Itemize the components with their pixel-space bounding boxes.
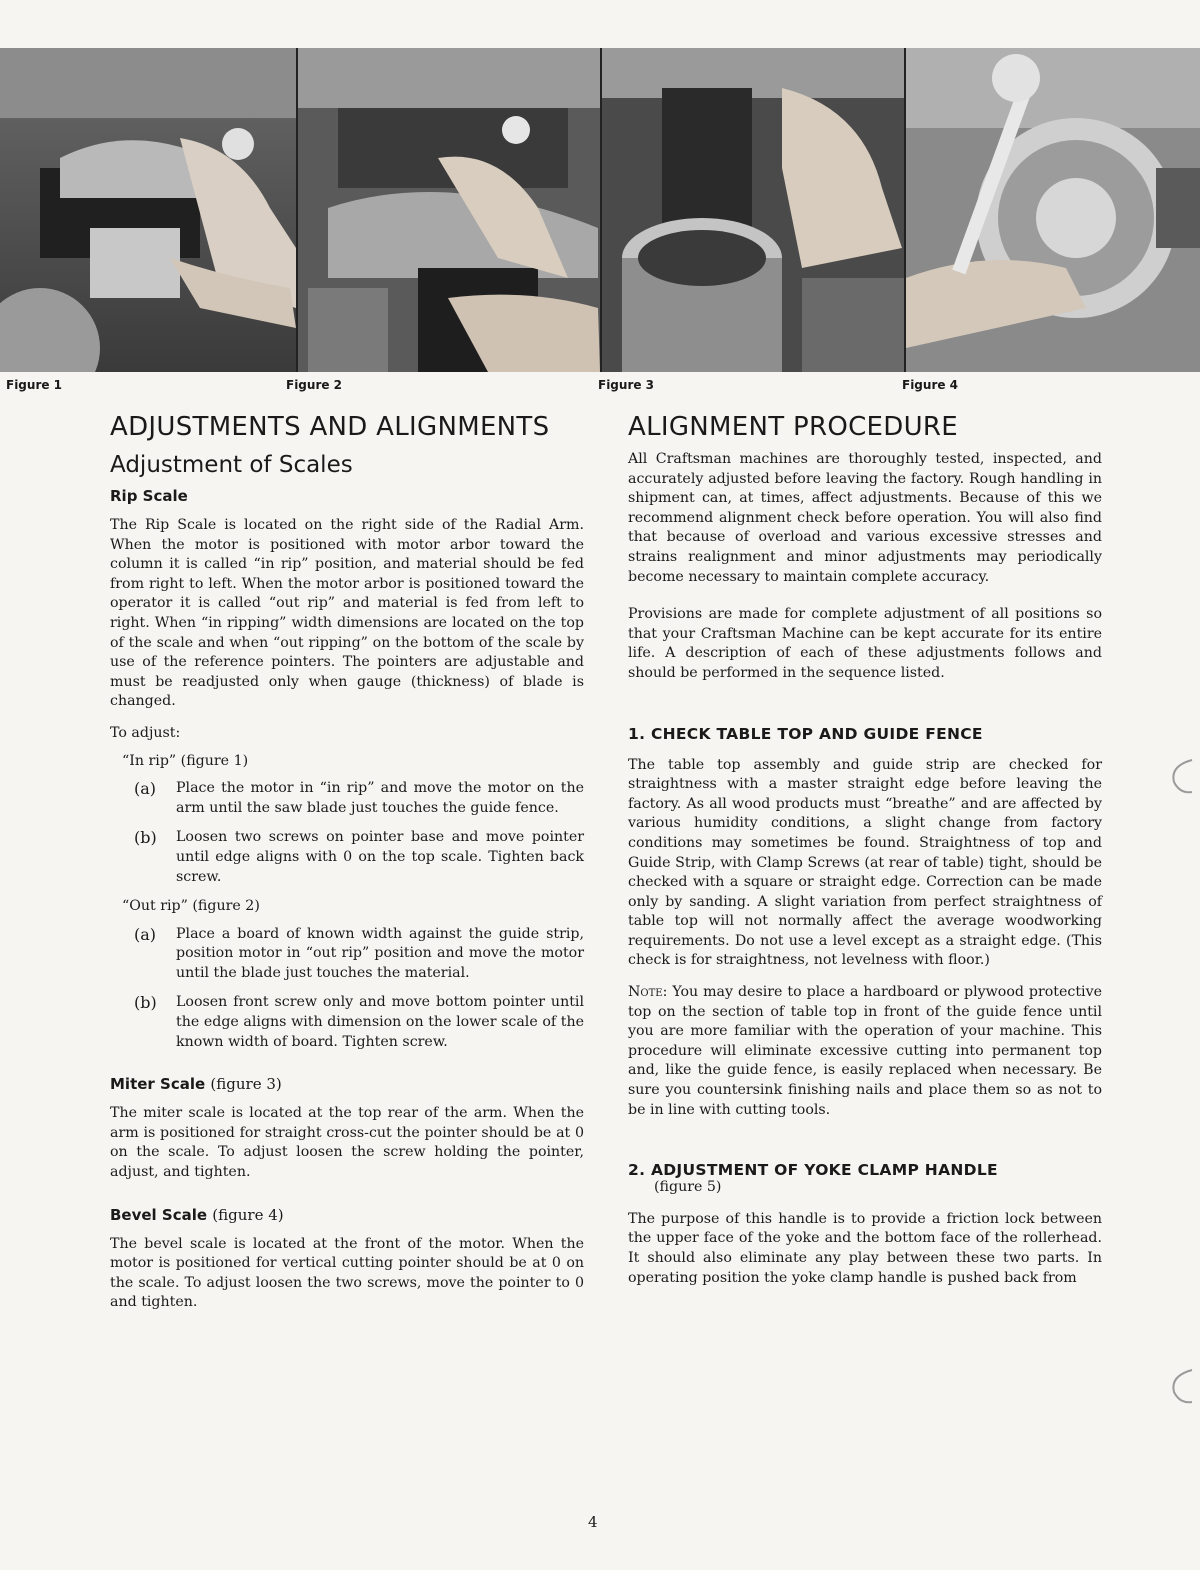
miter-scale-paragraph: The miter scale is located at the top rear of the arm. When the arm is positioned for straight cross-cut the pointer should be at 0 on the scale. To adjust loosen the screw holding the pointer, adjust, and tighten. <box>110 1105 584 1181</box>
miter-scale-title: Miter Scale (figure 3) <box>110 1075 282 1094</box>
section-2-title: 2. ADJUSTMENT OF YOKE CLAMP HANDLE <box>628 1161 998 1180</box>
section-2-figure-ref: (figure 5) <box>654 1179 722 1196</box>
alignment-heading: ALIGNMENT PROCEDURE <box>628 412 959 442</box>
provisions-paragraph: Provisions are made for complete adjustment of all positions so that your Craftsman Machine can be kept accurate for its entire life. A description of each of these adjustments follows and should be performed in the sequence listed. <box>628 606 1102 681</box>
figure-3-caption: Figure 3 <box>598 378 655 392</box>
page-number: 4 <box>588 1513 598 1531</box>
step-label: (a) <box>134 924 157 944</box>
section-1-paragraph: The table top assembly and guide strip are checked for straightness with a master straight edge before leaving the factory. As all wood products must “breathe” and are affected by various humidity conditions, a slight change from factory conditions may sometimes be found. Straightness of top and Guide Strip, with Clamp Screws (at rear of table) tight, should be checked with a square or straight edge. Correction can be made only by sanding. A slight variation from perfect straightness of table top will not normally affect the average woodworking requirements. Do not use a level except as a straight edge. (This check is for straightness, not levelness with floor.) <box>628 756 1102 969</box>
right-column <box>628 410 1102 1288</box>
step-label: (b) <box>134 993 157 1013</box>
figure-2-caption: Figure 2 <box>286 378 343 392</box>
rip-scale-title: Rip Scale <box>110 487 188 505</box>
adjustments-heading: ADJUSTMENTS AND ALIGNMENTS <box>110 412 550 442</box>
figure-2-photo <box>298 48 600 372</box>
section-1-title: 1. CHECK TABLE TOP AND GUIDE FENCE <box>628 724 983 743</box>
in-rip-step-a <box>134 779 584 818</box>
note-paragraph: Note: You may desire to place a hardboard or plywood protective top on the section of table top in front of the guide fence until you are more familiar with the operation of your machine. This procedure will eliminate excessive cutting into permanent top and, like the guide fence, is easily replaced when necessary. Be sure you countersink finishing nails and place them so as not to be in line with cutting tools. <box>628 984 1102 1118</box>
in-rip-step-b <box>134 828 584 887</box>
binder-hole-mark <box>1168 1368 1194 1406</box>
out-rip-step-a <box>134 925 584 984</box>
step-text: Loosen front screw only and move bottom pointer until the edge aligns with dimension on the lower scale of the known width of board. Tighten screw. <box>176 994 584 1050</box>
figure-3-photo <box>602 48 904 372</box>
binder-hole-mark <box>1168 758 1194 796</box>
figure-captions <box>0 378 1200 398</box>
left-column <box>110 410 584 1313</box>
step-text: Place a board of known width against the guide strip, position motor in “out rip” position and move the motor until the blade just touches the material. <box>176 925 584 981</box>
in-rip-label: “In rip” (figure 1) <box>122 752 249 769</box>
bevel-scale-title: Bevel Scale (figure 4) <box>110 1205 284 1224</box>
to-adjust-label: To adjust: <box>110 724 181 741</box>
step-text: Loosen two screws on pointer base and move pointer until edge aligns with 0 on the top scale. Tighten back screw. <box>176 829 584 885</box>
figure-1-caption: Figure 1 <box>6 378 63 392</box>
step-label: (b) <box>134 828 157 848</box>
step-text: Place the motor in “in rip” and move the motor on the arm until the saw blade just touches the guide fence. <box>176 780 584 816</box>
alignment-intro-paragraph: All Craftsman machines are thoroughly tested, inspected, and accurately adjusted before leaving the factory. Rough handling in shipment can, at times, affect adjustments. Because of this we recommend alignment check before operation. You will also find that because of overload and various excessive stresses and strains realignment and minor adjustments may periodically become necessary to maintain complete accuracy. <box>628 451 1102 585</box>
scales-subheading: Adjustment of Scales <box>110 452 353 478</box>
figure-1-photo <box>0 48 296 372</box>
out-rip-step-b <box>134 993 584 1052</box>
step-label: (a) <box>134 779 157 799</box>
bevel-scale-paragraph: The bevel scale is located at the front of the motor. When the motor is positioned for vertical cutting pointer should be at 0 on the scale. To adjust loosen the two screws, move the pointer to 0 and tighten. <box>110 1235 584 1311</box>
photo-strip <box>0 48 1200 372</box>
rip-scale-paragraph: The Rip Scale is located on the right side of the Radial Arm. When the motor is positioned with motor arbor toward the column it is called “in rip” position, and material should be fed from right to left. When the motor arbor is positioned toward the operator it is called “out rip” and material is fed from left to right. When “in ripping” width dimensions are located on the top of the scale and when “out ripping” on the bottom of the scale by use of the reference pointers. The pointers are adjustable and must be readjusted only when gauge (thickness) of blade is changed. <box>110 517 584 710</box>
section-2-paragraph: The purpose of this handle is to provide a friction lock between the upper face of the yoke and the bottom face of the rollerhead. It should also eliminate any play between these two parts. In operating position the yoke clamp handle is pushed back from <box>628 1210 1102 1286</box>
figure-4-photo <box>906 48 1200 372</box>
out-rip-label: “Out rip” (figure 2) <box>122 898 260 915</box>
figure-4-caption: Figure 4 <box>902 378 959 392</box>
